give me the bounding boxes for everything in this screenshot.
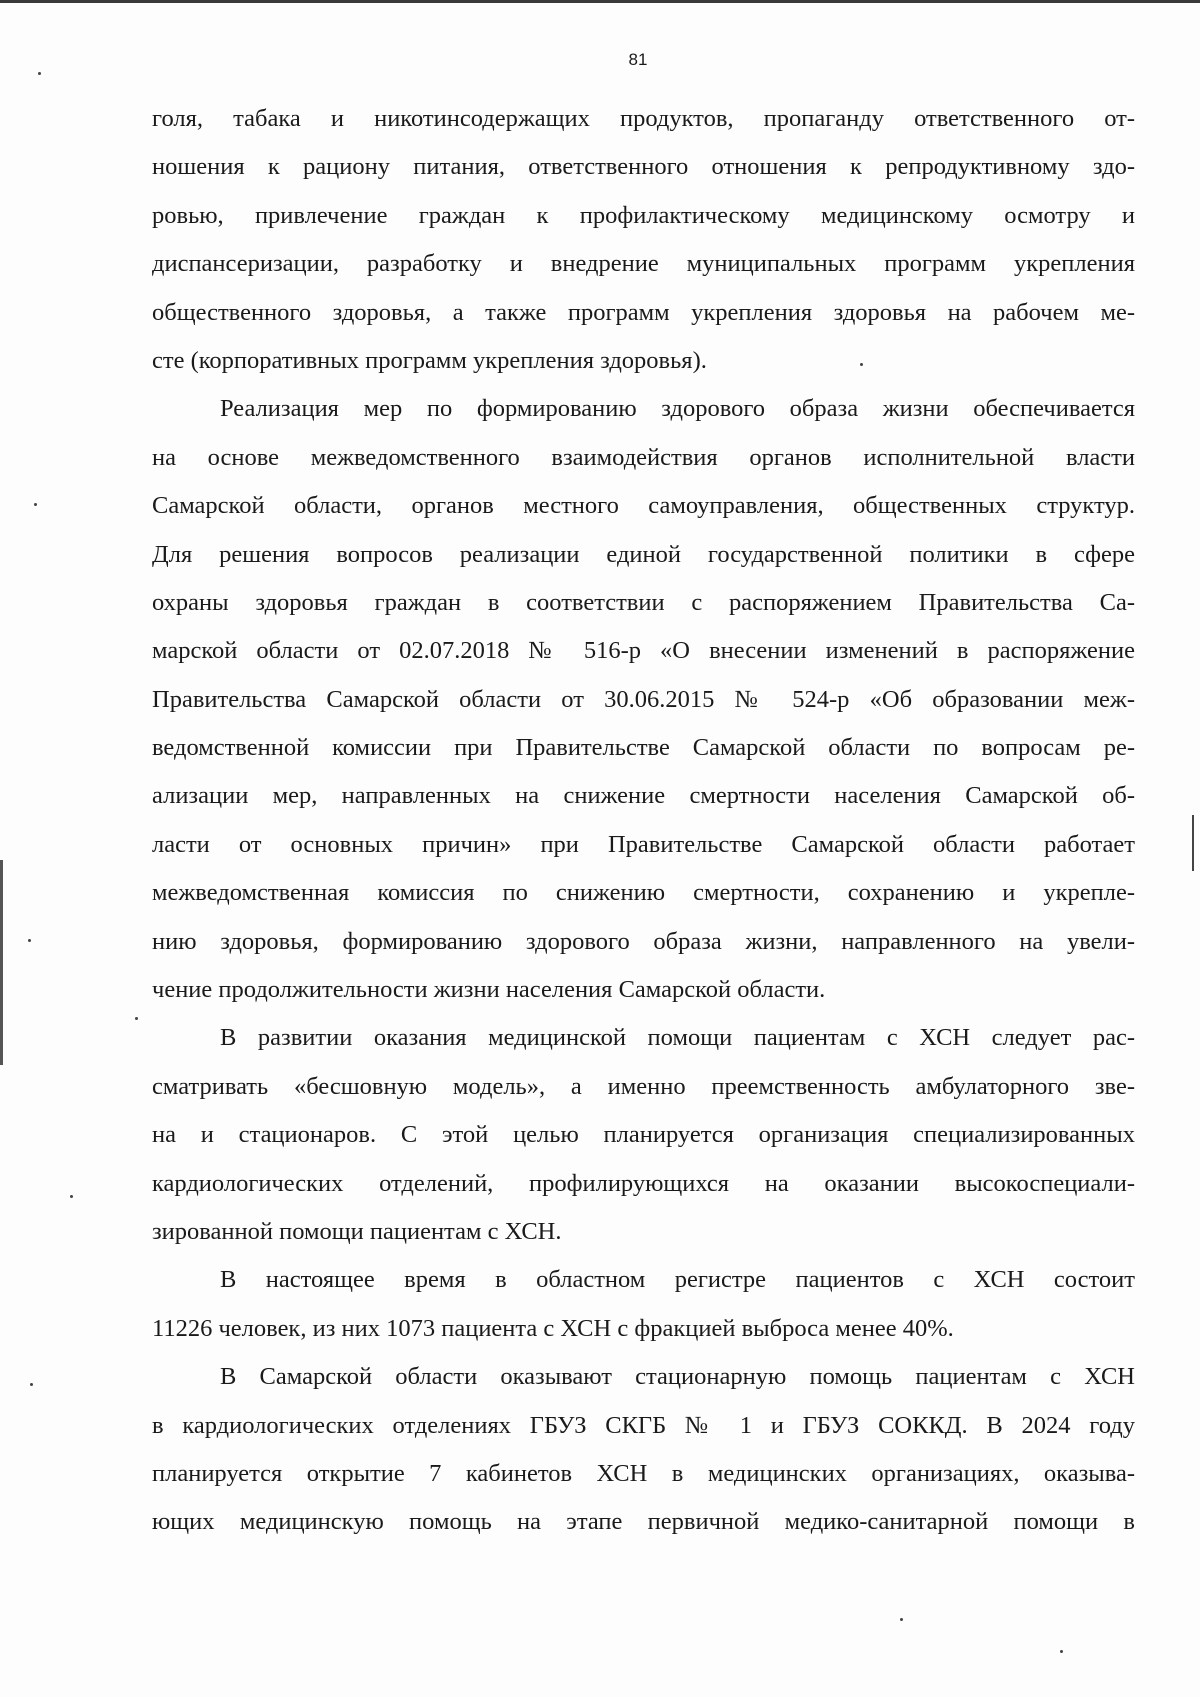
- scan-speck: [38, 72, 41, 75]
- text-line: чение продолжительности жизни населения Самарской области.: [152, 976, 826, 1004]
- text-line: голя, табака и никотинсодержащих продуктов, пропаганду ответственного от-: [152, 105, 1135, 132]
- paragraph: [152, 385, 1135, 1014]
- scan-top-edge: [0, 0, 1200, 3]
- scan-right-edge-mark: [1192, 815, 1194, 871]
- text-line: сте (корпоративных программ укрепления здоровья).: [152, 346, 707, 374]
- scan-speck: [1060, 1650, 1063, 1653]
- text-line: ализации мер, направленных на снижение смертности населения Самарской об-: [152, 782, 1135, 810]
- paragraph: [152, 1014, 1135, 1256]
- text-line: сматривать «бесшовную модель», а именно преемственность амбулаторного зве-: [152, 1072, 1135, 1100]
- text-line: марской области от 02.07.2018 № 516-р «О внесении изменений в распоряжение: [152, 637, 1135, 665]
- text-line: планируется открытие 7 кабинетов ХСН в медицинских организациях, оказыва-: [152, 1459, 1135, 1487]
- text-line: Для решения вопросов реализации единой государственной политики в сфере: [152, 540, 1135, 568]
- paragraph: [152, 1353, 1135, 1547]
- scan-speck: [900, 1618, 903, 1621]
- text-line: на основе межведомственного взаимодействия органов исполнительной власти: [152, 443, 1135, 471]
- text-line: В настоящее время в областном регистре пациентов с ХСН состоит: [220, 1266, 1135, 1294]
- text-line: В развитии оказания медицинской помощи пациентам с ХСН следует рас-: [220, 1024, 1135, 1052]
- page-number: 81: [628, 50, 648, 69]
- text-line: общественного здоровья, а также программ укрепления здоровья на рабочем ме-: [152, 298, 1135, 326]
- text-line: ведомственной комиссии при Правительстве Самарской области по вопросам ре-: [152, 734, 1135, 762]
- paragraph: [152, 1256, 1135, 1353]
- document-body: [152, 95, 1135, 1547]
- scan-speck: [34, 503, 37, 506]
- text-line: на и стационаров. С этой целью планируется организация специализированных: [152, 1121, 1135, 1149]
- text-line: в кардиологических отделениях ГБУЗ СКГБ № 1 и ГБУЗ СОККД. В 2024 году: [152, 1411, 1135, 1439]
- text-line: межведомственная комиссия по снижению смертности, сохранению и укрепле-: [152, 879, 1135, 907]
- text-line: зированной помощи пациентам с ХСН.: [152, 1217, 562, 1245]
- text-line: нию здоровья, формированию здорового образа жизни, направленного на увели-: [152, 927, 1135, 955]
- paragraph: [152, 95, 1135, 385]
- scan-speck: [30, 1383, 33, 1386]
- text-line: Правительства Самарской области от 30.06.2015 № 524-р «Об образовании меж-: [152, 685, 1135, 713]
- text-line: охраны здоровья граждан в соответствии с распоряжением Правительства Са-: [152, 588, 1135, 616]
- text-line: 11226 человек, из них 1073 пациента с ХСН с фракцией выброса менее 40%.: [152, 1314, 954, 1342]
- text-line: В Самарской области оказывают стационарную помощь пациентам с ХСН: [220, 1363, 1135, 1391]
- scan-speck: [28, 939, 31, 942]
- scan-speck: [135, 1017, 138, 1020]
- text-line: ношения к рациону питания, ответственного отношения к репродуктивному здо-: [152, 153, 1135, 181]
- text-line: кардиологических отделений, профилирующихся на оказании высокоспециали-: [152, 1169, 1135, 1197]
- scan-speck: [70, 1195, 73, 1198]
- text-line: Реализация мер по формированию здорового образа жизни обеспечивается: [220, 395, 1135, 423]
- text-line: ласти от основных причин» при Правительстве Самарской области работает: [152, 830, 1135, 858]
- text-line: диспансеризации, разработку и внедрение муниципальных программ укрепления: [152, 250, 1135, 278]
- text-line: ровью, привлечение граждан к профилактическому медицинскому осмотру и: [152, 201, 1135, 229]
- text-line: Самарской области, органов местного самоуправления, общественных структур.: [152, 492, 1135, 520]
- text-line: ющих медицинскую помощь на этапе первичной медико-санитарной помощи в: [152, 1508, 1135, 1536]
- scan-left-edge-mark: [0, 860, 3, 1065]
